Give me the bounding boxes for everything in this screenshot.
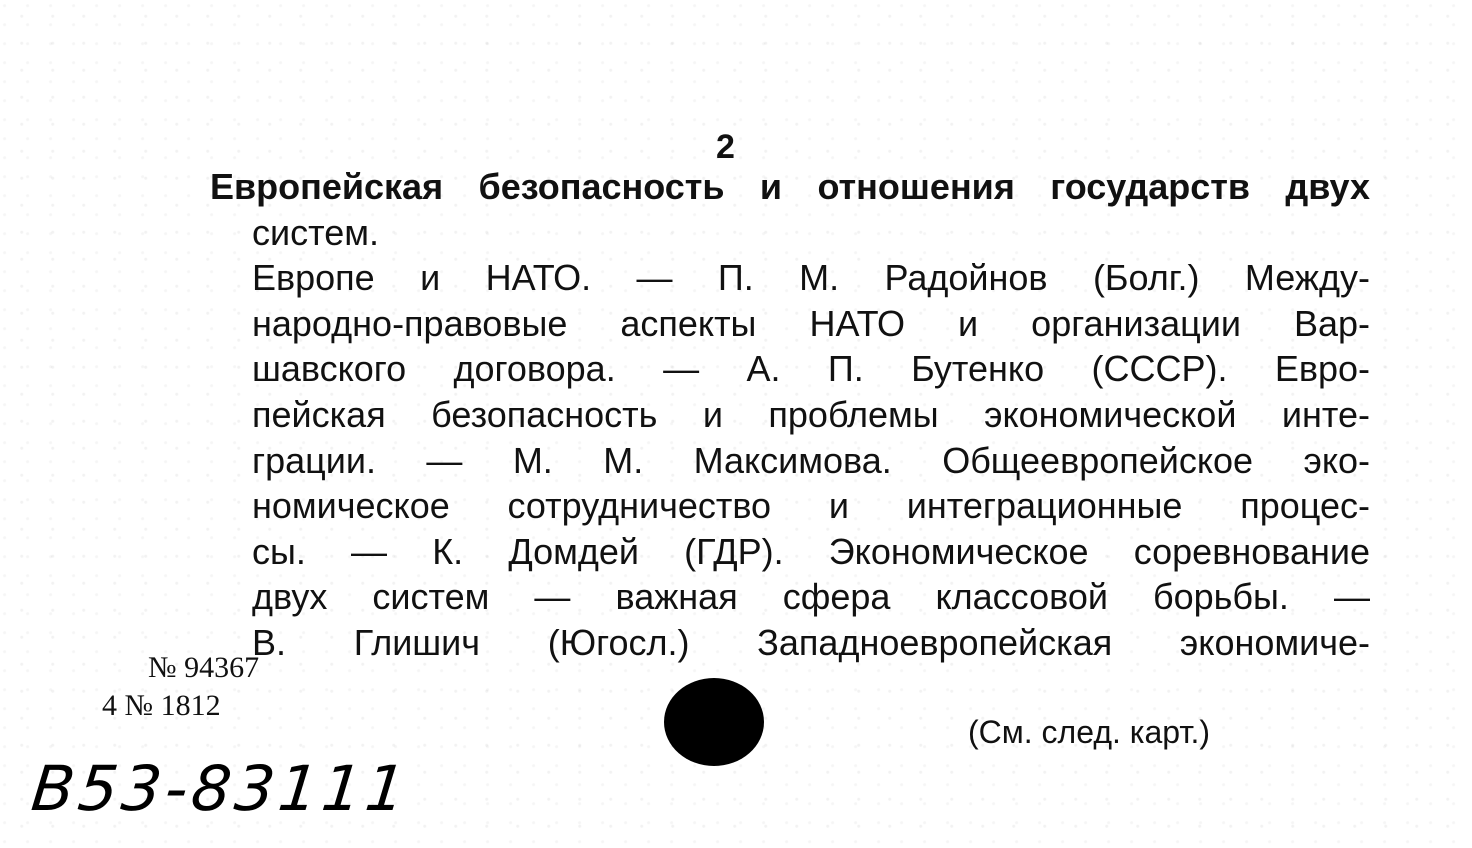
text-line: шавского договора. — А. П. Бутенко (СССР). Евро- [252,348,1370,390]
card-text [210,164,1370,666]
text-line: грации. — М. М. Максимова. Общеевропейское эко- [252,439,1370,481]
registration-number: № 94367 [148,651,260,684]
text-line: В. Глишич (Югосл.) Западноевропейская экономиче- [252,621,1370,663]
catalog-number: 4 № 1812 [102,689,221,722]
text-line: двух систем — важная сфера классовой борьбы. — [252,576,1370,618]
punch-hole [664,678,764,766]
continued-note: (См. след. карт.) [968,714,1211,750]
title-line: Европейская безопасность и отношения государств двух [210,166,1370,207]
text-line: сы. — К. Домдей (ГДР). Экономическое соревнование [252,530,1370,572]
text-line: пейская безопасность и проблемы экономической инте- [252,393,1370,435]
text-line: систем. [252,211,379,253]
handwritten-shelf-code: B53-83111 [28,752,413,825]
text-line: Европе и НАТО. — П. М. Радойнов (Болг.) Между- [252,257,1370,299]
text-line: народно-правовые аспекты НАТО и организации Вар- [252,302,1370,344]
page-number: 2 [716,128,735,166]
text-line: номическое сотрудничество и интеграционные процес- [252,485,1370,527]
